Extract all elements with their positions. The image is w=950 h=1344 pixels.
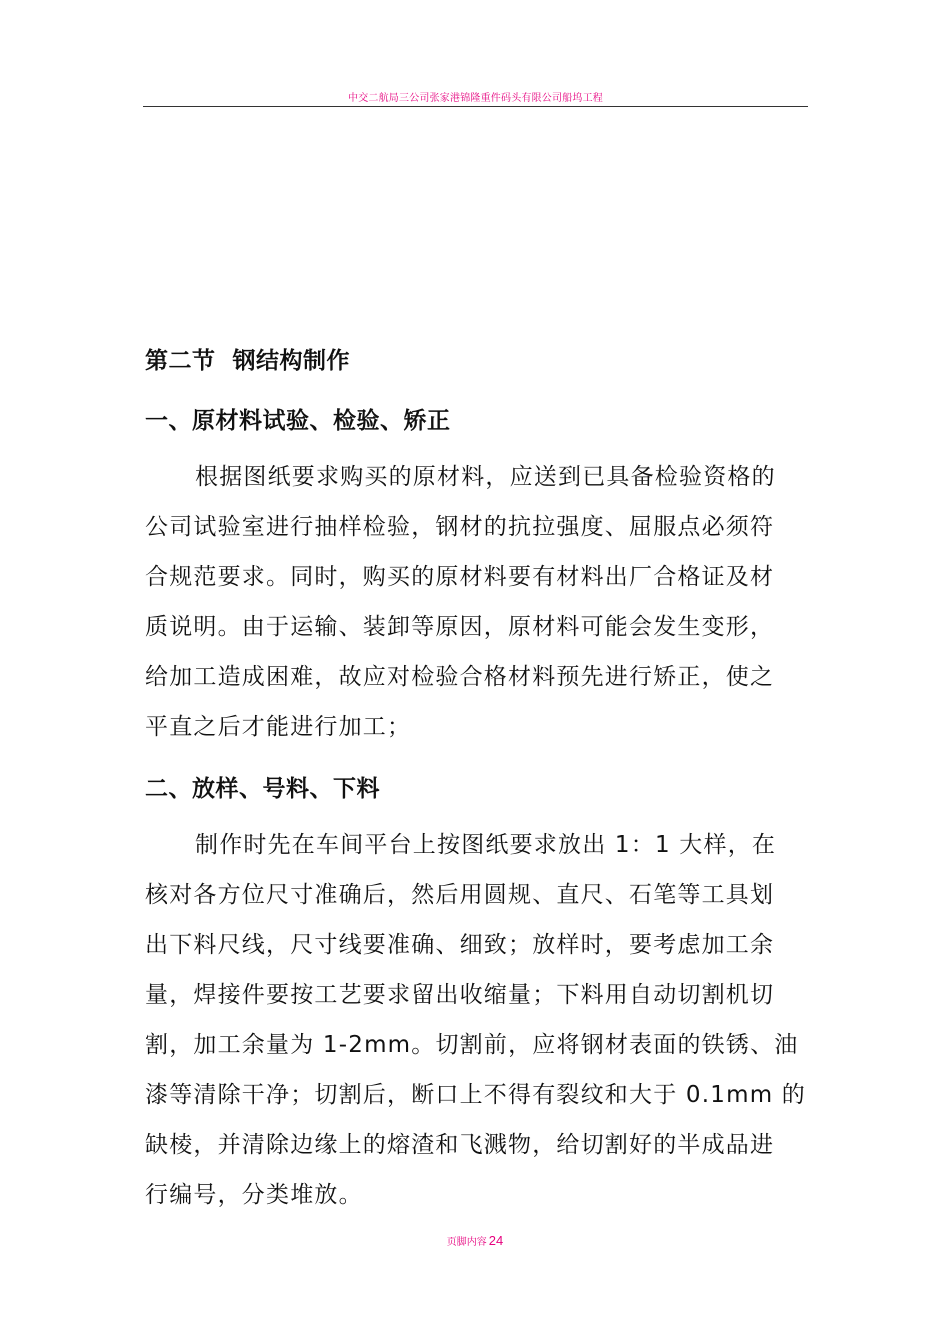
- paragraph-line: 缺棱，并清除边缘上的熔渣和飞溅物，给切割好的半成品进: [145, 1132, 775, 1158]
- subsection-heading-2: 二、放样、号料、下料: [145, 776, 380, 802]
- page-number: 24: [488, 1233, 504, 1248]
- subsection-heading-1: 一、原材料试验、检验、矫正: [145, 408, 451, 434]
- paragraph-line: 割，加工余量为 1-2mm。切割前，应将钢材表面的铁锈、油: [145, 1032, 799, 1058]
- header-rule: [143, 106, 808, 107]
- page-header: 中交二航局三公司张家港锦隆重件码头有限公司船坞工程: [348, 93, 603, 104]
- paragraph-line: 出下料尺线，尺寸线要准确、细致；放样时，要考虑加工余: [145, 932, 775, 958]
- section-title: 第二节 钢结构制作: [145, 348, 351, 374]
- paragraph-line: 平直之后才能进行加工；: [145, 714, 412, 740]
- paragraph-line: 给加工造成困难，故应对检验合格材料预先进行矫正，使之: [145, 664, 775, 690]
- paragraph-line: 核对各方位尺寸准确后，然后用圆规、直尺、石笔等工具划: [145, 882, 775, 908]
- paragraph-line: 公司试验室进行抽样检验，钢材的抗拉强度、屈服点必须符: [145, 514, 775, 540]
- paragraph-line: 制作时先在车间平台上按图纸要求放出 1：1 大样，在: [195, 832, 777, 858]
- paragraph-1: [145, 452, 807, 752]
- paragraph-line: 质说明。由于运输、装卸等原因，原材料可能会发生变形，: [145, 614, 775, 640]
- paragraph-line: 合规范要求。同时，购买的原材料要有材料出厂合格证及材: [145, 564, 775, 590]
- paragraph-2: [145, 820, 807, 1220]
- paragraph-line: 根据图纸要求购买的原材料，应送到已具备检验资格的: [195, 464, 776, 490]
- paragraph-line: 漆等清除干净；切割后，断口上不得有裂纹和大于 0.1mm 的: [145, 1082, 807, 1108]
- paragraph-line: 行编号，分类堆放。: [145, 1182, 363, 1208]
- paragraph-line: 量，焊接件要按工艺要求留出收缩量；下料用自动切割机切: [145, 982, 775, 1008]
- footer-label: 页脚内容: [446, 1237, 487, 1248]
- page-footer: [0, 1230, 950, 1249]
